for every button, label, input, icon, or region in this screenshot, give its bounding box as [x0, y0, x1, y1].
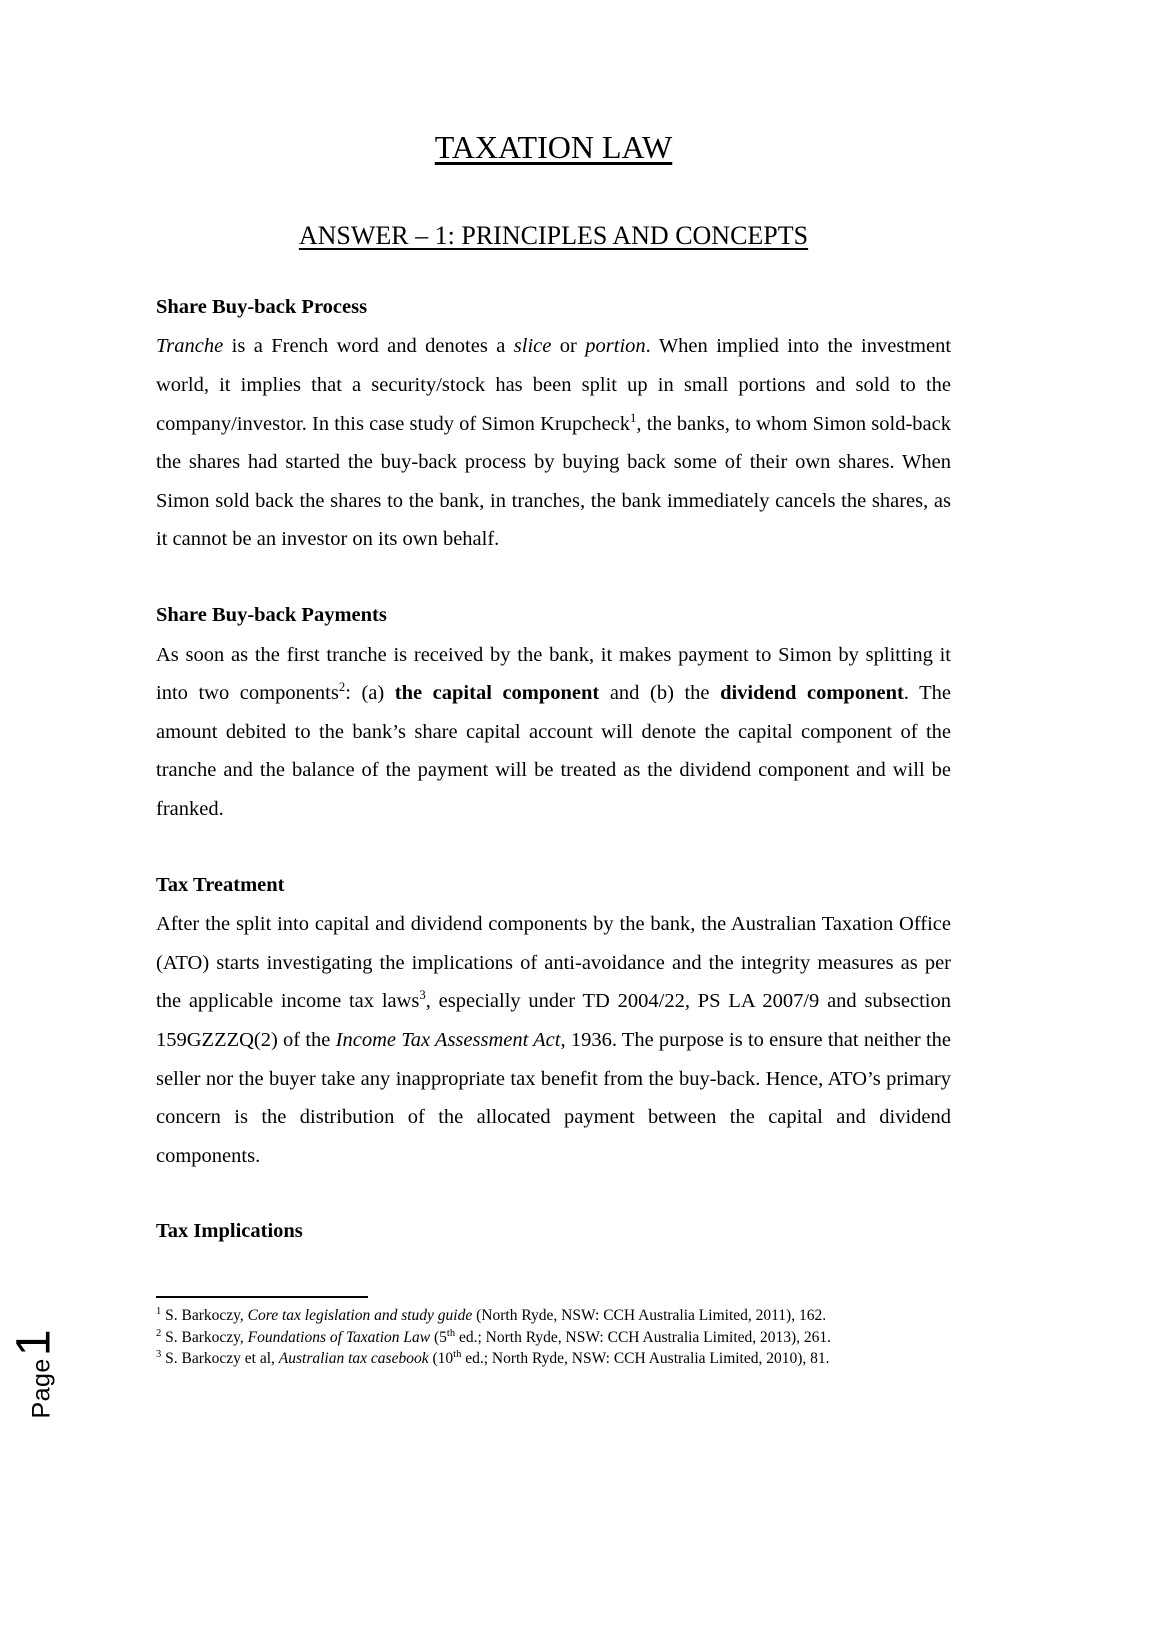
text-run: S. Barkoczy, [165, 1328, 248, 1346]
page-number-rotated-group [7, 1329, 61, 1419]
text-run: (North Ryde, NSW: CCH Australia Limited, 2011), 162. [472, 1307, 827, 1324]
footnotes-area [156, 1296, 956, 1370]
page-label-word: Page [27, 1358, 56, 1419]
document-section [156, 295, 951, 559]
italic-run: Tranche [156, 335, 224, 358]
text-run: , 1936. The purpose is to ensure that neither the seller nor the buyer take any inappropriate tax benefit from the buy-back. Hence, ATO’s primary concern is the distribution of the allocated payment between the capital and dividend components. [156, 1028, 952, 1167]
page-title [156, 0, 951, 165]
text-run: is a French word and denotes a [223, 335, 514, 358]
section-heading: Share Buy-back Payments [156, 603, 387, 626]
section-heading: Share Buy-back Process [156, 295, 368, 318]
footnote-reference: 1 [630, 410, 637, 425]
text-run: After the split into capital and dividend components by the bank, the Australian Taxation Office (ATO) starts investigating the implications of anti-avoidance and the integrity measures as per the applicable income tax laws [156, 913, 951, 1013]
italic-run: Foundations of Taxation Law [247, 1328, 431, 1346]
footnote-separator-rule [156, 1296, 368, 1298]
text-run: and (b) the [599, 682, 721, 705]
footnote-item [156, 1327, 956, 1349]
italic-run: slice [513, 335, 552, 358]
footnote-marker: 3 [156, 1348, 162, 1360]
text-run: ed.; North Ryde, NSW: CCH Australia Limited, 2010), 81. [461, 1350, 830, 1367]
section-paragraph [156, 636, 951, 829]
text-run: , especially under TD 2004/22, PS LA 2007/9 and subsection 159GZZZQ(2) of the [156, 990, 951, 1051]
footnote-reference: th [446, 1327, 456, 1339]
footnote-reference: th [453, 1348, 462, 1360]
page-title-text: TAXATION LAW [434, 129, 673, 165]
text-run: . When implied into the investment world, it implies that a security/stock has been split up in small portions and sold to the company/investor. In this case study of Simon Krupcheck [156, 335, 952, 435]
section-paragraph [156, 327, 951, 559]
text-run: S. Barkoczy et al, [165, 1350, 279, 1367]
document-body [156, 0, 951, 1252]
footnote-item [156, 1348, 956, 1370]
italic-run: Australian tax casebook [278, 1350, 429, 1367]
italic-run: Core tax legislation and study guide [247, 1307, 473, 1324]
answer-heading [156, 165, 951, 251]
bold-run: dividend component [720, 682, 904, 705]
text-run: , the banks, to whom Simon sold-back the shares had started the buy-back process by buying back some of their own shares. When Simon sold back the shares to the bank, in tranches, the bank immediately cancels the shares, as it cannot be an investor on its own behalf. [156, 412, 951, 551]
page-label-number: 1 [7, 1329, 61, 1357]
footnote-marker: 1 [156, 1305, 162, 1317]
answer-heading-text: ANSWER – 1: PRINCIPLES AND CONCEPTS [298, 221, 809, 251]
text-run: . The amount debited to the bank’s share capital account will denote the capital component of the tranche and the balance of the payment will be treated as the dividend component and will be franked. [156, 682, 951, 820]
document-section [156, 603, 951, 829]
document-section [156, 873, 951, 1176]
footnote-reference: 3 [419, 988, 426, 1003]
section-heading: Tax Treatment [156, 873, 285, 896]
document-section [156, 1219, 951, 1245]
footnote-reference: 2 [338, 680, 346, 695]
text-run: (10 [428, 1350, 454, 1367]
footnote-marker: 2 [156, 1327, 162, 1339]
footnotes-list [156, 1305, 956, 1370]
text-run: As soon as the first tranche is received by the bank, it makes payment to Simon by splitting it into two components [156, 643, 951, 705]
page-number-sidebar [0, 1290, 150, 1460]
footnote-item [156, 1305, 956, 1327]
section-paragraph [156, 905, 951, 1175]
text-run: ed.; North Ryde, NSW: CCH Australia Limited, 2013), 261. [455, 1328, 832, 1346]
text-run: or [551, 335, 586, 358]
sections-container [156, 295, 951, 1245]
section-heading: Tax Implications [156, 1220, 303, 1243]
italic-run: Income Tax Assessment Act [335, 1028, 561, 1051]
text-run: S. Barkoczy, [165, 1307, 248, 1324]
text-run: : (a) [345, 682, 395, 705]
bold-run: the capital component [394, 682, 600, 705]
italic-run: portion [585, 335, 646, 358]
text-run: (5 [430, 1328, 447, 1346]
